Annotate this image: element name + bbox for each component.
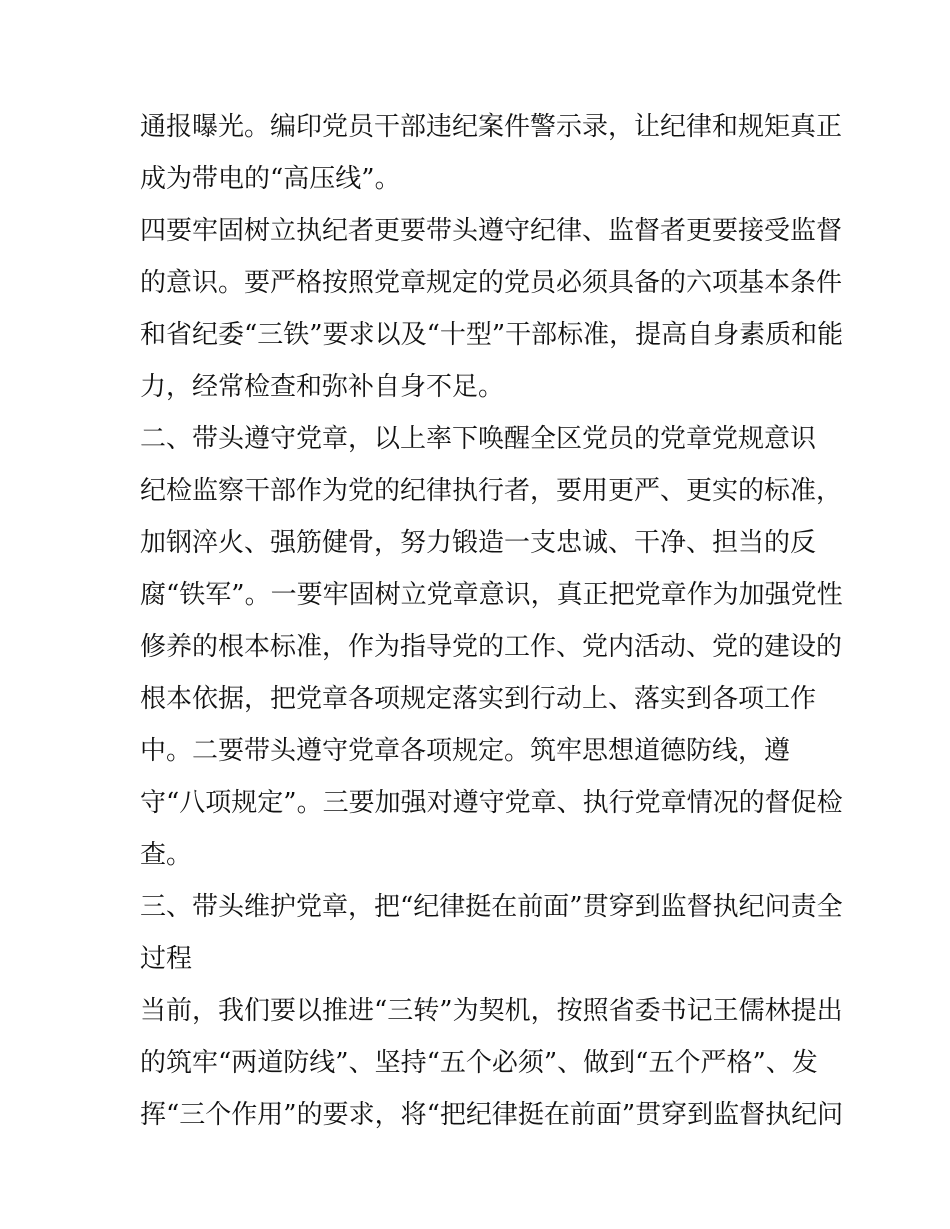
text-line: 力，经常检查和弥补自身不足。 [140,372,505,402]
text-line: 纪检监察干部作为党的纪律执行者，要用更严、更实的标准， [140,476,843,506]
text-line: 中。二要带头遵守党章各项规定。筑牢思想道德防线，遵 [140,736,791,766]
section-heading-continued: 过程 [140,944,193,974]
text-line: 成为带电的“高压线”。 [140,164,401,194]
text-line: 守“八项规定”。三要加强对遵守党章、执行党章情况的督促检 [140,788,843,818]
text-line: 根本依据，把党章各项规定落实到行动上、落实到各项工作 [140,684,817,714]
section-heading: 三、带头维护党章，把“纪律挺在前面”贯穿到监督执纪问责全 [140,892,843,922]
text-line: 的意识。要严格按照党章规定的党员必须具备的六项基本条件 [140,268,843,298]
text-line: 和省纪委“三铁”要求以及“十型”干部标准，提高自身素质和能 [140,320,844,350]
text-line: 挥“三个作用”的要求，将“把纪律挺在前面”贯穿到监督执纪问 [140,1100,844,1130]
text-line: 修养的根本标准，作为指导党的工作、党内活动、党的建设的 [140,632,843,662]
text-line: 查。 [140,840,193,870]
section-heading: 二、带头遵守党章，以上率下唤醒全区党员的党章党规意识 [140,424,817,454]
text-line: 加钢淬火、强筋健骨，努力锻造一支忠诚、干净、担当的反 [140,528,817,558]
text-line: 当前，我们要以推进“三转”为契机，按照省委书记王儒林提出 [140,996,843,1026]
text-line: 通报曝光。编印党员干部违纪案件警示录，让纪律和规矩真正 [140,112,843,142]
paragraph-line: 四要牢固树立执纪者更要带头遵守纪律、监督者更要接受监督 [140,216,843,246]
text-line: 腐“铁军”。一要牢固树立党章意识，真正把党章作为加强党性 [140,580,843,610]
text-line: 的筑牢“两道防线”、坚持“五个必须”、做到“五个严格”、发 [140,1048,818,1078]
